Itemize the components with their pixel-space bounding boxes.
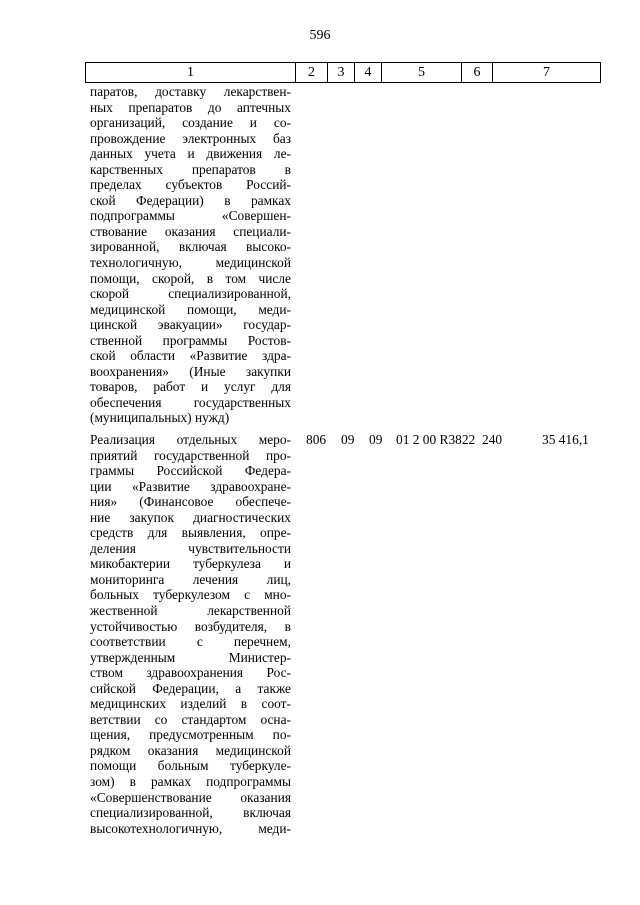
description-line: рядком оказания медицинской — [90, 742, 291, 758]
description-line: ние закупок диагностических — [90, 509, 291, 525]
description-line: граммы Российской Федера- — [90, 463, 291, 479]
description-line: карственных препаратов в — [90, 161, 291, 177]
description-line: зированной, включая высоко- — [90, 239, 291, 255]
row-2-description — [90, 432, 291, 836]
description-line: зом) в рамках подпрограммы — [90, 774, 291, 790]
description-line: «Совершенствование оказания — [90, 789, 291, 805]
description-line: помощи, скорой, в том числе — [90, 270, 291, 286]
description-line: ствование оказания специали- — [90, 223, 291, 239]
description-line: данных учета и движения ле- — [90, 146, 291, 162]
description-line: обеспечения государственных — [90, 394, 291, 410]
description-line: ных препаратов до аптечных — [90, 99, 291, 115]
description-line: воохранения» (Иные закупки — [90, 363, 291, 379]
description-line: средств для выявления, опре- — [90, 525, 291, 541]
header-col-4: 4 — [354, 63, 381, 82]
description-line: (муниципальных) нужд) — [90, 410, 230, 426]
description-line: высокотехнологичную, меди- — [90, 820, 291, 836]
description-line: микобактерии туберкулеза и — [90, 556, 291, 572]
description-line: ственной программы Ростов- — [90, 332, 291, 348]
header-col-7: 7 — [492, 63, 600, 82]
description-line: технологичную, медицинской — [90, 255, 291, 271]
header-col-3: 3 — [327, 63, 354, 82]
row-2-col-7: 35 416,1 — [542, 432, 589, 447]
description-line: утвержденным Министер- — [90, 649, 291, 665]
table-header — [85, 62, 601, 83]
row-2-col-4: 09 — [369, 432, 383, 447]
row-2-col-2: 806 — [306, 432, 327, 447]
row-2-col-3: 09 — [341, 432, 355, 447]
description-line: устойчивостью возбудителя, в — [90, 618, 291, 634]
description-line: паратов, доставку лекарствен- — [90, 84, 291, 99]
description-line: провождение электронных баз — [90, 130, 291, 146]
description-line: цинской эвакуации» государ- — [90, 317, 291, 333]
description-line: сийской Федерации, а также — [90, 680, 291, 696]
description-line: больных туберкулезом с мно- — [90, 587, 291, 603]
description-line: медицинской помощи, меди- — [90, 301, 291, 317]
description-line: приятий государственной про- — [90, 447, 291, 463]
description-line: медицинских изделий в соот- — [90, 696, 291, 712]
description-line: ции «Развитие здравоохране- — [90, 478, 291, 494]
description-line: подпрограммы «Совершен- — [90, 208, 291, 224]
description-line: ветствии со стандартом осна- — [90, 711, 291, 727]
row-1-description — [90, 84, 291, 426]
header-col-2: 2 — [295, 63, 327, 82]
description-line: щения, предусмотренным по- — [90, 727, 291, 743]
header-col-1: 1 — [187, 65, 194, 80]
description-line: ством здравоохранения Рос- — [90, 665, 291, 681]
description-line: ской Федерации) в рамках — [90, 192, 291, 208]
header-col-5: 5 — [381, 63, 461, 82]
row-2-col-5: 01 2 00 R3822 — [396, 432, 476, 447]
row-2-col-6: 240 — [482, 432, 503, 447]
description-line: деления чувствительности — [90, 540, 291, 556]
description-line: организаций, создание и со- — [90, 115, 291, 131]
description-line: пределах субъектов Россий- — [90, 177, 291, 193]
description-line: мониторинга лечения лиц, — [90, 571, 291, 587]
description-line: товаров, работ и услуг для — [90, 379, 291, 395]
description-line: Реализация отдельных меро- — [90, 432, 291, 447]
description-line: специализированной, включая — [90, 805, 291, 821]
description-line: скорой специализированной, — [90, 286, 291, 302]
description-line: ской области «Развитие здра- — [90, 348, 291, 364]
description-line: жественной лекарственной — [90, 603, 291, 619]
description-line: помощи больным туберкуле- — [90, 758, 291, 774]
description-line: соответствии с перечнем, — [90, 634, 291, 650]
header-col-6: 6 — [461, 63, 492, 82]
page-number: 596 — [309, 28, 331, 43]
description-line: ния» (Финансовое обеспече- — [90, 494, 291, 510]
